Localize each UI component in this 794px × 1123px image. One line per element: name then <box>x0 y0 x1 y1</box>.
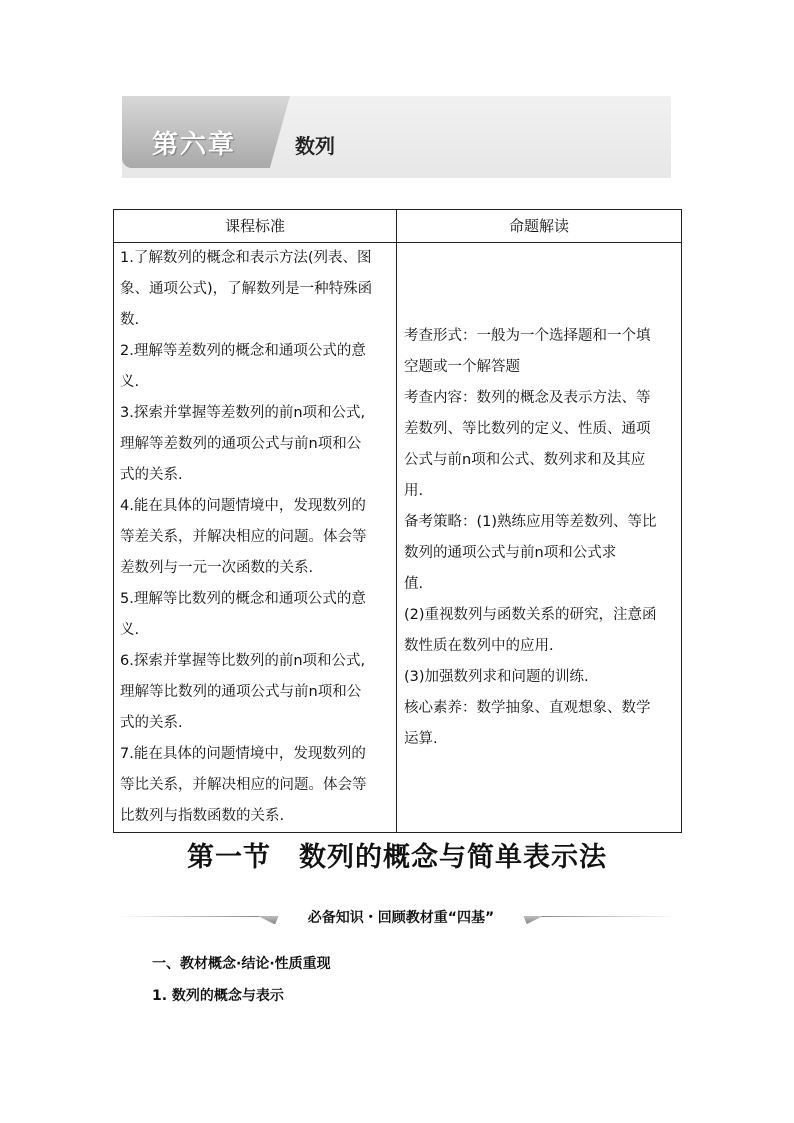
interpretation-line: 差数列、等比数列的定义、性质、通项 <box>404 420 651 437</box>
interpretation-line: 数性质在数列中的应用. <box>404 637 554 654</box>
standards-line: 式的关系. <box>120 715 183 731</box>
standards-line: 比数列与指数函数的关系. <box>120 808 285 824</box>
standards-line: 等差关系，并解决相应的问题。体会等 <box>120 529 367 545</box>
standards-line: 义. <box>120 374 140 390</box>
table-row <box>114 243 682 833</box>
standards-line: 义. <box>120 622 140 638</box>
curriculum-table <box>113 209 682 833</box>
interpretation-cell <box>397 243 682 833</box>
interpretation-line: 公式与前n项和公式、数列求和及其应 <box>404 451 646 468</box>
table-header-row <box>114 210 682 243</box>
standards-line: 5.理解等比数列的概念和通项公式的意 <box>120 591 366 607</box>
standards-line: 差数列与一元一次函数的关系. <box>120 560 314 576</box>
standards-line: 理解等差数列的通项公式与前n项和公 <box>120 436 362 452</box>
standards-line: 3.探索并掌握等差数列的前n项和公式, <box>120 405 366 421</box>
interpretation-line: 运算. <box>404 730 438 747</box>
section-title: 第一节 数列的概念与简单表示法 <box>187 842 607 873</box>
standards-line: 4.能在具体的问题情境中，发现数列的 <box>120 498 366 514</box>
interpretation-line: 用. <box>404 482 424 499</box>
interpretation-line: 考查形式：一般为一个选择题和一个填 <box>404 327 651 344</box>
chapter-banner <box>122 96 671 178</box>
standards-line: 1.了解数列的概念和表示方法(列表、图 <box>120 250 372 266</box>
standards-cell <box>114 243 397 833</box>
standards-line: 理解等比数列的通项公式与前n项和公 <box>120 684 362 700</box>
standards-line: 6.探索并掌握等比数列的前n项和公式, <box>120 653 366 669</box>
outline-heading-2: 1. 数列的概念与表示 <box>152 988 284 1004</box>
standards-line: 式的关系. <box>120 467 183 483</box>
interpretation-line: (3)加强数列求和问题的训练. <box>404 668 589 685</box>
band-label: 必备知识・回顾教材重“四基” <box>307 910 495 926</box>
interpretation-line: 值. <box>404 575 424 592</box>
standards-line: 象、通项公式)，了解数列是一种特殊函 <box>120 281 373 297</box>
chapter-title: 数列 <box>295 134 335 158</box>
interpretation-line: 考查内容：数列的概念及表示方法、等 <box>404 389 651 406</box>
standards-line: 2.理解等差数列的概念和通项公式的意 <box>120 343 366 359</box>
standards-line: 7.能在具体的问题情境中，发现数列的 <box>120 746 366 762</box>
knowledge-band <box>118 902 678 932</box>
interpretation-line: 备考策略：(1)熟练应用等差数列、等比 <box>404 513 657 530</box>
table-header-standards: 课程标准 <box>114 210 397 243</box>
outline-heading-1: 一、教材概念·结论·性质重现 <box>152 956 331 972</box>
interpretation-line: 数列的通项公式与前n项和公式求 <box>404 544 617 561</box>
standards-line: 等比关系，并解决相应的问题。体会等 <box>120 777 367 793</box>
standards-line: 数. <box>120 312 140 328</box>
interpretation-line: (2)重视数列与函数关系的研究，注意函 <box>404 606 657 623</box>
table-header-interpretation: 命题解读 <box>397 210 682 243</box>
interpretation-line: 核心素养：数学抽象、直观想象、数学 <box>404 699 651 716</box>
interpretation-line: 空题或一个解答题 <box>404 358 520 375</box>
chapter-tab-label: 第六章 <box>152 130 237 160</box>
